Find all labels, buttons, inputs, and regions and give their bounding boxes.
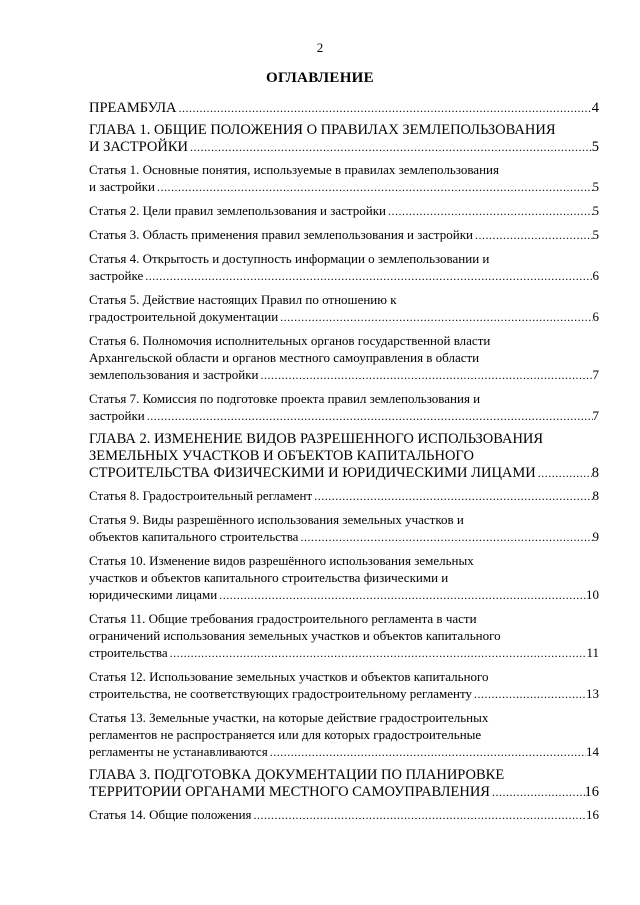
toc-entry-text: Статья 1. Основные понятия, используемые в правилах землепользования bbox=[89, 162, 499, 177]
toc-entry-text: юридическими лицами bbox=[89, 587, 218, 602]
toc-chapter-entry[interactable] bbox=[89, 431, 599, 482]
toc-entry-text: Статья 10. Изменение видов разрешённого использования земельных bbox=[89, 553, 474, 568]
toc-article-entry[interactable] bbox=[89, 332, 599, 384]
toc-page-number: 5 bbox=[592, 227, 599, 242]
toc-entry-text: ГЛАВА 2. ИЗМЕНЕНИЕ ВИДОВ РАЗРЕШЕННОГО ИСПОЛЬЗОВАНИЯ bbox=[89, 431, 544, 447]
toc-page-number: 5 bbox=[592, 203, 599, 218]
toc-article-entry[interactable] bbox=[89, 202, 599, 220]
toc-article-entry[interactable] bbox=[89, 487, 599, 505]
toc-entry-text: Статья 6. Полномочия исполнительных органов государственной власти bbox=[89, 333, 491, 348]
dot-leader bbox=[472, 686, 586, 703]
toc-entry-text: Статья 7. Комиссия по подготовке проекта правил землепользования и bbox=[89, 391, 481, 406]
toc-page-number: 16 bbox=[586, 807, 599, 822]
toc-entry-text: строительства bbox=[89, 645, 168, 660]
toc-article-entry[interactable] bbox=[89, 390, 599, 425]
toc-article-entry[interactable] bbox=[89, 511, 599, 546]
toc-page-number: 13 bbox=[586, 686, 599, 701]
toc-chapter-entry[interactable] bbox=[89, 100, 599, 117]
toc-entry-text: Статья 2. Цели правил землепользования и застройки bbox=[89, 203, 387, 218]
dot-leader bbox=[278, 309, 592, 326]
toc-page-number: 11 bbox=[586, 645, 599, 660]
toc-entry-text: землепользования и застройки bbox=[89, 367, 259, 382]
dot-leader bbox=[143, 268, 592, 285]
toc-article-entry[interactable] bbox=[89, 610, 599, 662]
toc-page-number: 8 bbox=[591, 465, 599, 481]
dot-leader bbox=[312, 488, 592, 505]
toc-entry-text: Статья 9. Виды разрешённого использования земельных участков и bbox=[89, 512, 464, 527]
toc-entry-text: Статья 4. Открытость и доступность информации о землепользовании и bbox=[89, 251, 490, 266]
toc-chapter-entry[interactable] bbox=[89, 767, 599, 801]
toc-article-entry[interactable] bbox=[89, 226, 599, 244]
toc-page-number: 6 bbox=[592, 268, 599, 283]
toc-page-number: 5 bbox=[592, 179, 599, 194]
dot-leader bbox=[177, 100, 592, 117]
dot-leader bbox=[155, 179, 593, 196]
toc-entry-text: ГЛАВА 3. ПОДГОТОВКА ДОКУМЕНТАЦИИ ПО ПЛАНИРОВКЕ bbox=[89, 767, 505, 783]
toc-entry-text: участков и объектов капитального строительства физическими и bbox=[89, 570, 449, 585]
toc-page-number: 5 bbox=[591, 139, 599, 155]
toc-article-entry[interactable] bbox=[89, 291, 599, 326]
table-of-contents bbox=[89, 100, 599, 830]
toc-entry-text: ГЛАВА 1. ОБЩИЕ ПОЛОЖЕНИЯ О ПРАВИЛАХ ЗЕМЛЕПОЛЬЗОВАНИЯ bbox=[89, 122, 556, 138]
toc-article-entry[interactable] bbox=[89, 552, 599, 604]
toc-page-number: 16 bbox=[584, 784, 599, 800]
toc-entry-text: застройки bbox=[89, 408, 145, 423]
toc-entry-text: ТЕРРИТОРИИ ОРГАНАМИ МЕСТНОГО САМОУПРАВЛЕНИЯ bbox=[89, 784, 490, 800]
toc-entry-text: регламентов не распространяется или для которых градостроительные bbox=[89, 727, 482, 742]
toc-chapter-entry[interactable] bbox=[89, 122, 599, 156]
dot-leader bbox=[473, 227, 592, 244]
dot-leader bbox=[268, 744, 586, 761]
toc-entry-text: ЗЕМЕЛЬНЫХ УЧАСТКОВ И ОБЪЕКТОВ КАПИТАЛЬНОГО bbox=[89, 448, 474, 464]
toc-entry-text: ограничений использования земельных участков и объектов капитального bbox=[89, 628, 501, 643]
toc-article-entry[interactable] bbox=[89, 250, 599, 285]
toc-entry-text: градостроительной документации bbox=[89, 309, 279, 324]
toc-entry-text: Статья 5. Действие настоящих Правил по отношению к bbox=[89, 292, 397, 307]
toc-entry-text: регламенты не устанавливаются bbox=[89, 744, 268, 759]
page-number: 2 bbox=[316, 40, 324, 55]
toc-entry-text: застройке bbox=[89, 268, 144, 283]
toc-article-entry[interactable] bbox=[89, 806, 599, 824]
toc-article-entry[interactable] bbox=[89, 709, 599, 761]
toc-entry-text: объектов капитального строительства bbox=[89, 529, 299, 544]
toc-entry-text: строительства, не соответствующих градостроительному регламенту bbox=[89, 686, 472, 701]
dot-leader bbox=[168, 645, 587, 662]
toc-entry-text: И ЗАСТРОЙКИ bbox=[89, 139, 188, 155]
dot-leader bbox=[490, 784, 585, 801]
dot-leader bbox=[188, 139, 592, 156]
toc-entry-text: и застройки bbox=[89, 179, 155, 194]
toc-page-number: 7 bbox=[592, 367, 599, 382]
dot-leader bbox=[386, 203, 592, 220]
toc-entry-text: Статья 3. Область применения правил землепользования и застройки bbox=[89, 227, 474, 242]
toc-entry-text: Статья 14. Общие положения bbox=[89, 807, 252, 822]
toc-entry-text: СТРОИТЕЛЬСТВА ФИЗИЧЕСКИМИ И ЮРИДИЧЕСКИМИ ЛИЦАМИ bbox=[89, 465, 536, 481]
toc-title: ОГЛАВЛЕНИЕ bbox=[266, 70, 374, 86]
toc-page-number: 9 bbox=[592, 529, 599, 544]
toc-page-number: 14 bbox=[586, 744, 599, 759]
toc-entry-text: Статья 13. Земельные участки, на которые действие градостроительных bbox=[89, 710, 489, 725]
toc-entry-text: Архангельской области и органов местного самоуправления в области bbox=[89, 350, 480, 365]
dot-leader bbox=[217, 587, 586, 604]
toc-entry-text: Статья 11. Общие требования градостроительного регламента в части bbox=[89, 611, 477, 626]
toc-entry-text: Статья 12. Использование земельных участков и объектов капитального bbox=[89, 669, 489, 684]
toc-entry-text: ПРЕАМБУЛА bbox=[89, 100, 177, 116]
toc-page-number: 8 bbox=[592, 488, 599, 503]
dot-leader bbox=[258, 367, 592, 384]
dot-leader bbox=[536, 465, 592, 482]
toc-page-number: 10 bbox=[586, 587, 599, 602]
toc-article-entry[interactable] bbox=[89, 161, 599, 196]
dot-leader bbox=[252, 807, 586, 824]
dot-leader bbox=[145, 408, 593, 425]
toc-entry-text: Статья 8. Градостроительный регламент bbox=[89, 488, 313, 503]
toc-page-number: 7 bbox=[592, 408, 599, 423]
toc-page-number: 6 bbox=[592, 309, 599, 324]
dot-leader bbox=[298, 529, 592, 546]
toc-page-number: 4 bbox=[591, 100, 599, 116]
toc-article-entry[interactable] bbox=[89, 668, 599, 703]
